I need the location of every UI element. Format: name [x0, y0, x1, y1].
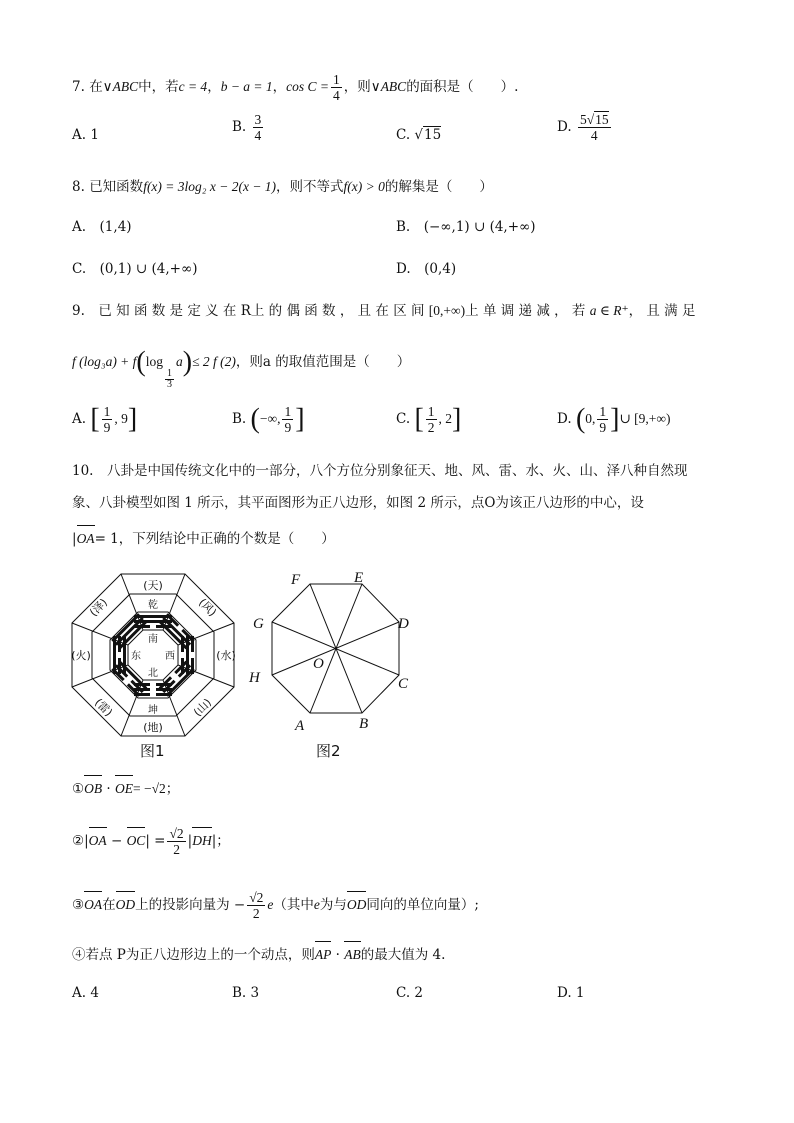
point-g-label: G [253, 616, 264, 632]
q8-option-c[interactable]: C. (0,1) ∪ (4,+∞) [72, 261, 198, 277]
q9-option-d[interactable]: D. (0, $\frac{1}{9}$ ]∪ [9,+∞) [557, 403, 671, 435]
bagua-inner-label: 南 [148, 634, 158, 645]
bagua-inner-label: 北 [148, 668, 158, 679]
question-10-stem-line1: 10. 八卦是中国传统文化中的一部分，八个方位分别象征天、地、风、雷、水、火、山、泽八种自然现 [72, 463, 688, 479]
q7-option-d[interactable]: D. $\frac{5√15}{4}$ [557, 112, 609, 143]
point-d-label: D [398, 616, 409, 632]
question-10-stem-line2: 象、八卦模型如图 1 所示，其平面图形为正八边形，如图 2 所示，点O为该正八边形的中心，设 [72, 495, 644, 511]
bagua-figure [68, 570, 238, 740]
q9-option-a[interactable]: A. [ $\frac{1}{9}$ , 9] [72, 403, 138, 435]
point-f-label: F [291, 572, 301, 588]
q10-option-a[interactable]: A. 4 [72, 985, 99, 1001]
statement-3: ③OA在OD上的投影向量为 − $\frac{√2}{2}$ e（其中e为与OD同向的单位向量）; [72, 890, 479, 921]
point-b-label: B [359, 716, 369, 732]
figure-1-caption: 图1 [140, 742, 165, 760]
bagua-outer-label: (风) [195, 596, 219, 620]
point-h-label: H [249, 670, 260, 686]
point-e-label: E [354, 570, 364, 586]
q8-option-d[interactable]: D. (0,4) [396, 261, 457, 277]
statement-2: ②|OA − OC| = $\frac{√2}{2}$ |DH|； [72, 826, 230, 857]
q10-option-c[interactable]: C. 2 [396, 985, 424, 1001]
octagon-figure [245, 568, 425, 740]
figure-2-caption: 图2 [316, 742, 341, 760]
q7-option-c[interactable]: C. √15 [396, 127, 442, 143]
point-o-label: O [313, 656, 324, 672]
fraction: $\frac{1}{4}$ [333, 72, 340, 103]
bagua-outer-label: (地) [143, 721, 163, 734]
bagua-outer-label: (火) [71, 649, 91, 662]
bagua-outer-label: (雷) [91, 696, 115, 720]
point-a-label: A [295, 718, 305, 734]
q9-option-c[interactable]: C. [ $\frac{1}{2}$ , 2] [396, 403, 462, 435]
bagua-outer-label: (泽) [87, 596, 111, 620]
q8-option-b[interactable]: B. (−∞,1) ∪ (4,+∞) [396, 219, 536, 235]
bagua-outer-label: (水) [216, 649, 236, 662]
bagua-outer-label: (天) [143, 579, 163, 592]
bagua-inner-label: 西 [165, 651, 175, 662]
question-7-stem: 7. 在∨ABC中，若c = 4，b − a = 1，cos C = $\frac{1}{4}$ ，则∨ABC的面积是（ ）. [72, 72, 519, 103]
bagua-mid-label: 坤 [148, 705, 158, 716]
question-8-stem: 8. 已知函数f(x) = 3log₂ x − 2(x − 1)，则不等式f(x) > 0的解集是（ ） [72, 179, 493, 195]
bagua-mid-label: 乾 [148, 600, 158, 611]
q7-option-b[interactable]: B. $\frac{3}{4}$ [232, 112, 262, 143]
statement-1: ①OB · OE= −√2； [72, 778, 179, 800]
question-9-stem-line1: 9. 已 知 函 数 是 定 义 在 R上 的 偶 函 数 ， 且 在 区 间 [0,+∞)上 单 调 递 减 ， 若 a ∈ R⁺， 且 满 足 [72, 303, 696, 319]
q10-option-b[interactable]: B. 3 [232, 985, 260, 1001]
q10-option-d[interactable]: D. 1 [557, 985, 585, 1001]
point-c-label: C [398, 676, 409, 692]
q9-option-b[interactable]: B. (−∞, $\frac{1}{9}$ ] [232, 403, 305, 435]
question-10-stem-line3: |OA= 1，下列结论中正确的个数是（ ） [72, 528, 335, 550]
question-9-stem-line2: f (log₃a) + f(log $\frac{1}{3}$ a)≤ 2 f (2)，则a 的取值范围是（ ） [72, 346, 411, 390]
bagua-inner-label: 东 [131, 651, 141, 662]
bagua-ring3 [110, 612, 196, 698]
statement-4: ④若点 P为正八边形边上的一个动点，则AP · AB的最大值为 4. [72, 944, 445, 966]
bagua-outer-label: (山) [191, 696, 215, 720]
q8-option-a[interactable]: A. (1,4) [72, 219, 132, 235]
q7-option-a[interactable]: A. 1 [72, 127, 99, 143]
